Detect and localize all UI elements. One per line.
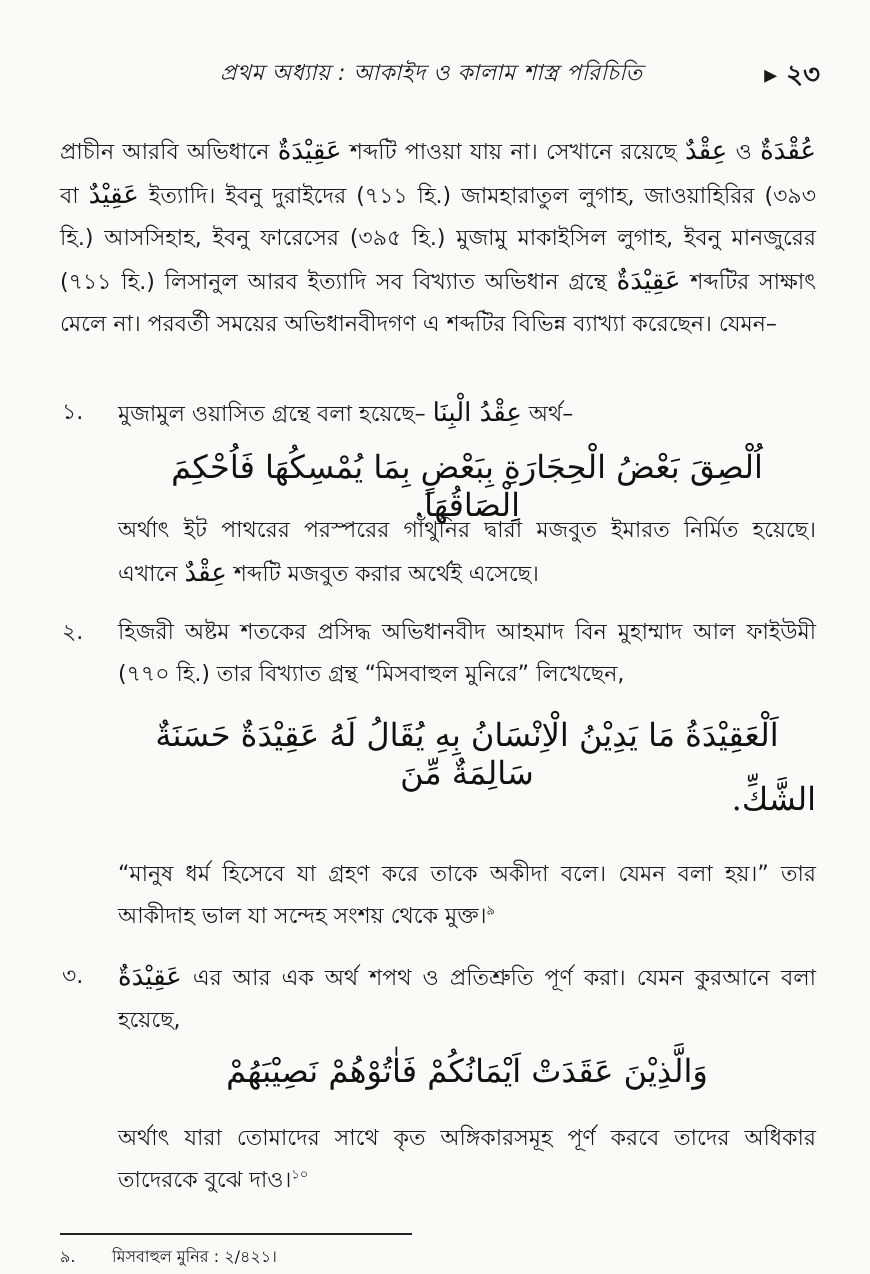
item2-text: হিজরী অষ্টম শতকের প্রসিদ্ধ অভিধানবীদ আহমাদ বিন মুহাম্মাদ আল ফাইউমী (৭৭০ হি.) তার বিখ্যাত গ্রন্থ “মিসবাহুল মুনিরে” লিখেছেন, xyxy=(118,620,816,687)
arabic-aqidah-3: عَقِيْدَةٌ xyxy=(118,962,182,992)
running-header xyxy=(60,56,820,92)
item-number-1: ১. xyxy=(62,400,84,425)
arabic-quote-2-line2: الشَّكِّ. xyxy=(731,780,816,818)
footnote-mark-10: ১০ xyxy=(291,1167,309,1183)
item3-translation: অর্থাৎ যারা তোমাদের সাথে কৃত অঙ্গিকারসমূহ পূর্ণ করবে তাদের অধিকার তাদেরকে বুঝে দাও।$^{১০}$ xyxy=(118,1126,816,1193)
item-number-3: ৩. xyxy=(62,964,84,989)
intro-paragraph: প্রাচীন আরবি অভিধানে عَقِيْدَةٌ শব্দটি পাওয়া যায় না। সেখানে রয়েছে عِقْدٌ ও عُقْدَةٌ বা عَقِيْدٌ ইত্যাদি। ইবনু দুরাইদের (৭১১ হি.) জামহারাতুল লুগাহ, জাওয়াহিরির (৩৯৩ হি.) আসসিহাহ, ইবনু ফারেসের (৩৯৫ হি.) মুজামু মাকাইসিল লুগাহ, ইবনু মানজুরের (৭১১ হি.) লিসানুল আরব ইত্যাদি সব বিখ্যাত অভিধান গ্রন্থে عَقِيْدَةٌ শব্দটির সাক্ষাৎ মেলে না। পরবর্তী সময়ের অভিধানবীদগণ এ শব্দটির বিভিন্ন ব্যাখ্যা করেছেন। যেমন– xyxy=(60,136,816,337)
footnote xyxy=(60,1244,277,1271)
arabic-aqd-2: عِقْدٌ xyxy=(184,558,227,588)
arabic-quote-1: اُلْصِقَ بَعْضُ الْحِجَارَةِ بِبَعْضٍ بِمَا يُمْسِكُهَا فَاُحْكِمَ اِلْصَاقُهَا. xyxy=(171,448,763,524)
arabic-aqidah-2: عَقِيْدَةٌ xyxy=(616,266,681,296)
item1-intro: মুজামুল ওয়াসিত গ্রন্থে বলা হয়েছে– عِقْدُ الْبِنَا অর্থ– xyxy=(118,398,574,428)
item-number-2: ২. xyxy=(62,620,84,645)
item2-translation: “মানুষ ধর্ম হিসেবে যা গ্রহণ করে তাকে অকীদা বলে। যেমন বলা হয়।” তার আকীদাহ ভাল যা সন্দেহ সংশয় থেকে মুক্ত।$^৯$ xyxy=(118,862,816,929)
arabic-quote-2-line1: اَلْعَقِيْدَةُ مَا يَدِيْنُ الْاِنْسَانُ بِهِ يُقَالُ لَهُ عَقِيْدَةٌ حَسَنَةٌ سَالِمَةٌ مِّنَ xyxy=(155,716,779,792)
footnote-text: মিসবাহুল মুনির : ২/৪২১। xyxy=(112,1247,277,1266)
footnote-mark-9: ৯ xyxy=(486,903,495,919)
item3-text: عَقِيْدَةٌ এর আর এক অর্থ শপথ ও প্রতিশ্রুতি পূর্ণ করা। যেমন কুরআনে বলা হয়েছে, xyxy=(118,962,816,1033)
arabic-uqdah: عُقْدَةٌ xyxy=(760,136,816,166)
arabic-aqid: عَقِيْدٌ xyxy=(88,180,139,210)
arabic-aqidah: عَقِيْدَةٌ xyxy=(277,136,342,166)
arabic-aqd-bina: عِقْدُ الْبِنَا xyxy=(432,398,522,428)
arabic-aqd: عِقْدٌ xyxy=(684,136,728,166)
quran-verse: وَالَّذِيْنَ عَقَدَتْ اَيْمَانُكُمْ فَاٰتُوْهُمْ نَصِيْبَهُمْ xyxy=(226,1052,708,1090)
footnote-divider xyxy=(60,1233,412,1235)
footnote-number: ৯. xyxy=(60,1247,76,1266)
chapter-title: প্রথম অধ্যায় : আকাইদ ও কালাম শাস্ত্র পরিচিতি xyxy=(220,61,643,86)
item1-explanation: অর্থাৎ ইট পাথরের পরস্পরের গাঁথুনির দ্বারা মজবুত ইমারত নির্মিত হয়েছে। এখানে عِقْدٌ শব্দটি মজবুত করার অর্থেই এসেছে। xyxy=(118,518,816,588)
page-number: ▸ ২৩ xyxy=(764,60,820,90)
